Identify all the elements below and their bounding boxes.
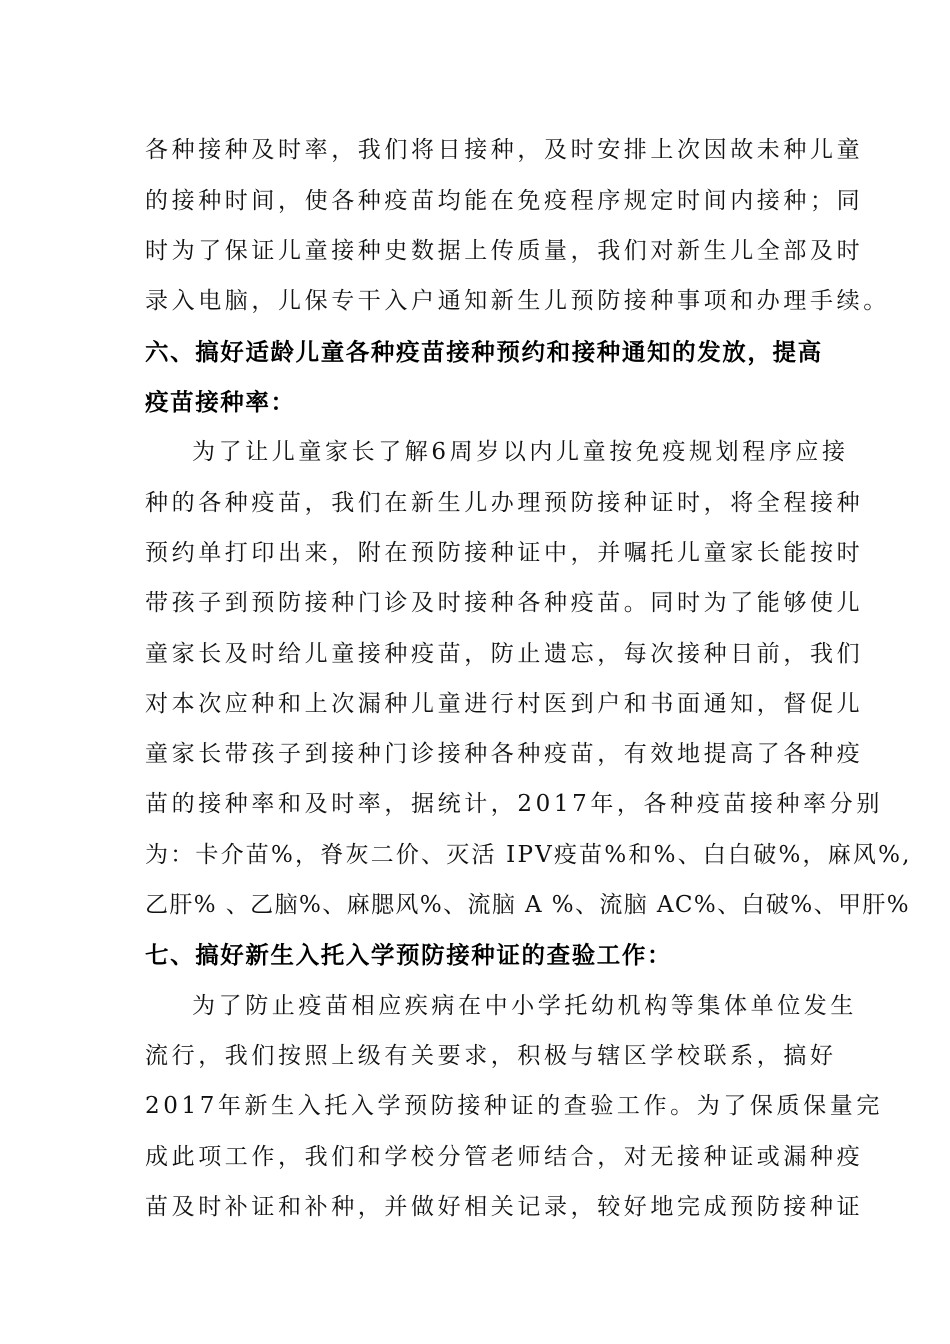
body-text-line: 预约单打印出来，附在预防接种证中，并嘱托儿童家长能按时 [145, 540, 864, 566]
body-text-line: 乙肝% 、乙脑%、麻腮风%、流脑 A %、流脑 AC%、白破%、甲肝% [145, 892, 911, 918]
body-text-line: 种的各种疫苗，我们在新生儿办理预防接种证时，将全程接种 [145, 490, 864, 516]
body-text-line: 流行，我们按照上级有关要求，积极与辖区学校联系，搞好 [145, 1043, 837, 1069]
body-text-line: 带孩子到预防接种门诊及时接种各种疫苗。同时为了能够使儿 [145, 590, 864, 616]
body-text-line: 的接种时间，使各种疫苗均能在免疫程序规定时间内接种；同 [145, 188, 864, 214]
body-text-line: 童家长带孩子到接种门诊接种各种疫苗，有效地提高了各种疫 [145, 741, 864, 767]
body-text-line: 童家长及时给儿童接种疫苗，防止遗忘，每次接种日前，我们 [145, 641, 864, 667]
body-text-line: 对本次应种和上次漏种儿童进行村医到户和书面通知，督促儿 [145, 691, 864, 717]
paragraph-first-line: 为了让儿童家长了解6周岁以内儿童按免疫规划程序应接 [192, 439, 849, 465]
paragraph-first-line: 为了防止疫苗相应疾病在中小学托幼机构等集体单位发生 [192, 993, 857, 1019]
body-text-line: 苗的接种率和及时率，据统计，2017年，各种疫苗接种率分别 [145, 791, 883, 817]
section-heading-six: 六、搞好适龄儿童各种疫苗接种预约和接种通知的发放，提高 [145, 338, 823, 366]
body-text-line: 2017年新生入托入学预防接种证的查验工作。为了保质保量完 [145, 1093, 883, 1119]
body-text-line: 时为了保证儿童接种史数据上传质量，我们对新生儿全部及时 [145, 238, 864, 264]
section-heading-six-continued: 疫苗接种率： [145, 388, 296, 416]
body-text-line: 为：卡介苗%，脊灰二价、灭活 IPV疫苗%和%、白白破%，麻风%, [145, 842, 912, 868]
body-text-line: 录入电脑，儿保专干入户通知新生儿预防接种事项和办理手续。 [145, 288, 890, 314]
section-heading-seven: 七、搞好新生入托入学预防接种证的查验工作： [145, 941, 673, 969]
body-text-line: 成此项工作，我们和学校分管老师结合，对无接种证或漏种疫 [145, 1144, 864, 1170]
body-text-line: 各种接种及时率，我们将日接种，及时安排上次因故未种儿童 [145, 137, 864, 163]
body-text-line: 苗及时补证和补种，并做好相关记录，较好地完成预防接种证 [145, 1194, 864, 1220]
